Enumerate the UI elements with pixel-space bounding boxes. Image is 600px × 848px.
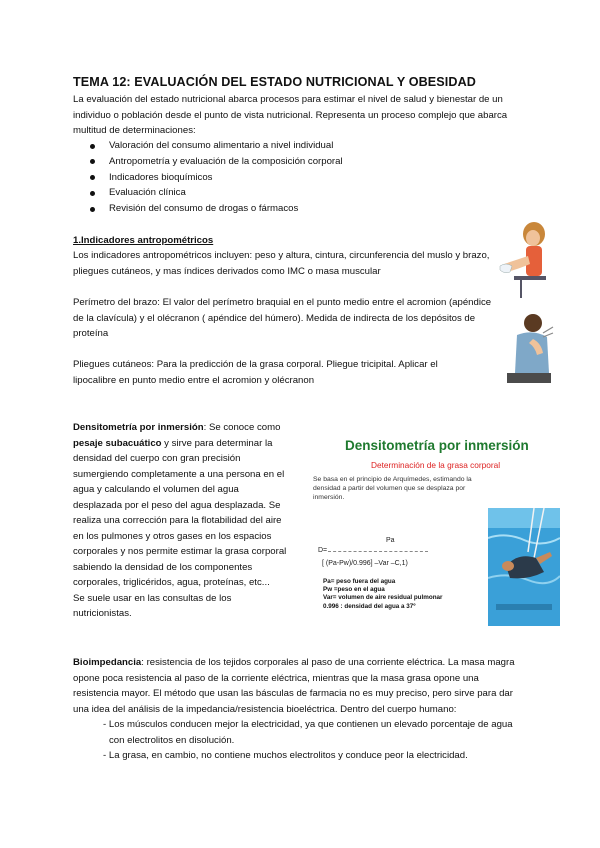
page-title: TEMA 12: EVALUACIÓN DEL ESTADO NUTRICIONAL Y OBESIDAD	[73, 75, 476, 89]
densitometry-figure	[308, 430, 560, 632]
figure-subtitle: Determinación de la grasa corporal	[371, 460, 501, 470]
figure-title: Densitometría por inmersión	[345, 438, 529, 453]
determinations-list	[87, 138, 343, 217]
densitometry-text-a: : Se conoce como	[203, 422, 281, 433]
underwater-weighing-photo	[488, 508, 560, 626]
bioimpedance-text: : resistencia de los tejidos corporales al paso de una corriente eléctrica. La masa magra opone poca resistencia al paso de la corriente eléctrica, mientras que la masa grasa opone una resistencia mayor. El método que usan las básculas de farmacia no es muy preciso, pero sirve para dar una idea del análisis de la impedancia/resistencia bioeléctrica. Dentro del cuerpo humano:	[73, 657, 515, 715]
legend-item: Pa= peso fuera del agua	[323, 578, 396, 585]
intro-paragraph: La evaluación del estado nutricional abarca procesos para estimar el nivel de salud y bienestar de un individuo o población desde el punto de vista nutricional. Representa un proceso complejo que abarca multitud de determinaciones:	[73, 94, 508, 136]
arm-measurement-image	[498, 220, 554, 300]
formula-d: D=	[318, 547, 328, 554]
legend-item: Pw =peso en el agua	[323, 586, 385, 594]
skinfold-caliper-image	[503, 313, 555, 385]
densitometry-text-b: y sirve para determinar la densidad del cuerpo con gran precisión sumergiendo completamente a una persona en el agua y calculando el volumen del agua desplazada por el peso del agua desplazada. Se realiza una corrección para la flotabilidad del aire en los pulmones y otros gases en los espacios corporales y nos permite estimar la grasa corporal sabiendo la densidad de los componentes corporales, triglicéridos, agua, proteínas, etc...	[73, 437, 287, 588]
list-item: Antropometría y evaluación de la composición corporal	[87, 154, 343, 170]
formula-denominator: [ (Pa-Pw)/0.996] –Var –C,1)	[322, 560, 408, 567]
list-item: - La grasa, en cambio, no contiene muchos electrolitos y conduce peor la electricidad.	[103, 750, 468, 761]
list-item: Valoración del consumo alimentario a nivel individual	[87, 138, 343, 154]
list-item: Evaluación clínica	[87, 185, 343, 201]
bioimpedance-section	[73, 655, 523, 764]
figure-description: Se basa en el principio de Arquímedes, estimando la densidad a partir del volumen que se desplaza por inmersión.	[313, 476, 472, 501]
legend-item: 0.996 : densidad del agua a 37º	[323, 602, 416, 610]
arm-perimeter-paragraph: Perímetro del brazo: El valor del perímetro braquial en el punto medio entre el acromion (apéndice de la clavícula) y el olécranon ( apéndice del húmero). Medida de indirecta de los depósitos de proteína	[73, 297, 492, 339]
formula-fraction-line	[328, 551, 428, 552]
list-item: Indicadores bioquímicos	[87, 170, 343, 186]
densitometry-bold-b: pesaje subacuático	[73, 437, 162, 449]
densitometry-paragraph	[73, 420, 288, 622]
skinfold-paragraph: Pliegues cutáneos: Para la predicción de la grasa corporal. Pliegue tricipital. Aplicar el lipocalibre en punto medio entre el acromion y olécranon	[73, 359, 438, 386]
bioimpedance-list	[73, 717, 523, 764]
section-heading-anthropometric: 1.Indicadores antropométricos	[73, 235, 214, 246]
list-item: Revisión del consumo de drogas o fármacos	[87, 201, 343, 217]
formula-numerator: Pa	[386, 537, 395, 544]
anthropometric-paragraph: Los indicadores antropométricos incluyen: peso y altura, cintura, circunferencia del muslo y brazo, pliegues cutáneos, y mas índices derivados como IMC o masa muscular	[73, 250, 490, 277]
densitometry-text-c: Se suele usar en las consultas de los nutricionistas.	[73, 592, 232, 619]
bioimpedance-label: Bioimpedancia	[73, 657, 142, 668]
densitometry-label: Densitometría por inmersión	[73, 422, 204, 433]
list-item: - Los músculos conducen mejor la electricidad, ya que contienen un elevado porcentaje de agua con electrolitos en disolución.	[103, 719, 513, 746]
formula-legend	[323, 578, 483, 611]
legend-item: Var= volumen de aire residual pulmonar	[323, 594, 443, 602]
